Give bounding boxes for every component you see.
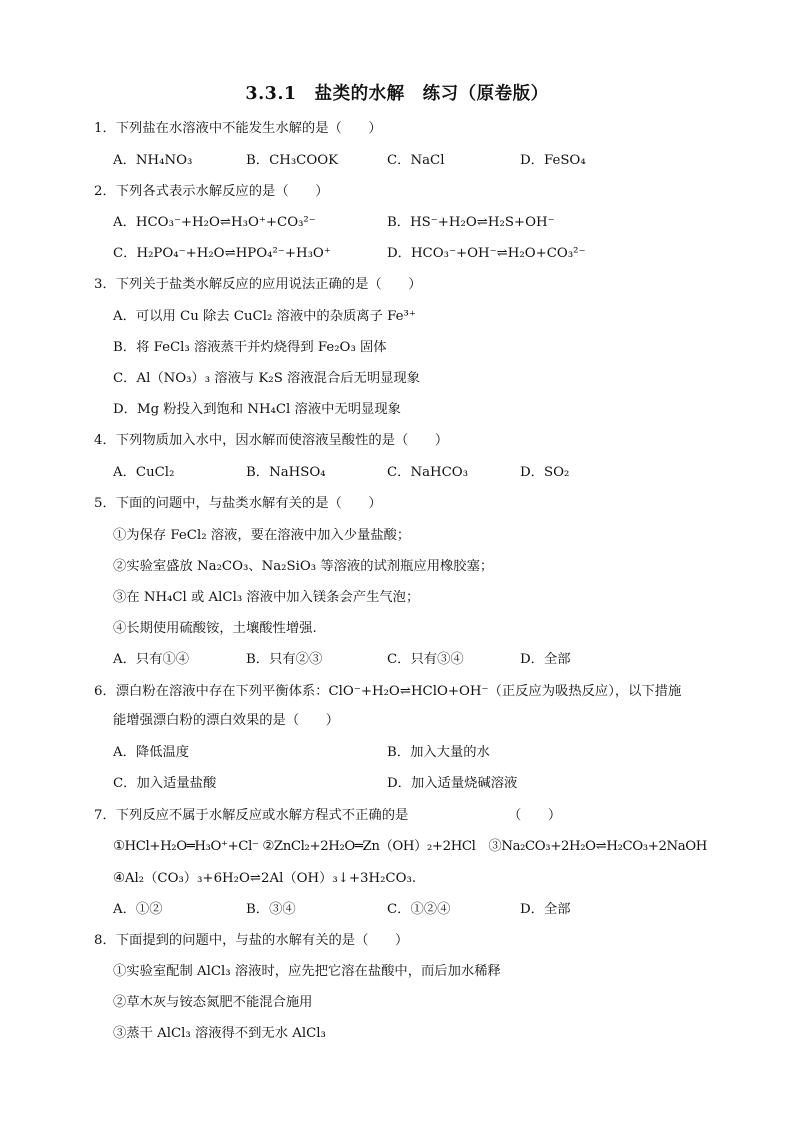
question-2-option-c: C．H₂PO₄⁻+H₂O⇌HPO₄²⁻+H₃O⁺ [113,246,331,261]
question-5-option-b: B．只有②③ [246,652,323,667]
question-1-stem: 1．下列盐在水溶液中不能发生水解的是（ ） [94,121,382,136]
question-3-option-a: A．可以用 Cu 除去 CuCl₂ 溶液中的杂质离子 Fe³⁺ [113,309,416,324]
question-3-option-d: D．Mg 粉投入到饱和 NH₄Cl 溶液中无明显现象 [113,402,401,417]
question-6-option-a: A．降低温度 [113,745,190,760]
question-4-option-c: C．NaHCO₃ [387,465,469,480]
question-3-option-c: C．Al（NO₃）₃ 溶液与 K₂S 溶液混合后无明显现象 [113,371,421,386]
question-7-option-b: B．③④ [246,902,296,917]
question-6-option-c: C．加入适量盐酸 [113,776,217,791]
question-6-stem: 6．漂白粉在溶液中存在下列平衡体系：ClO⁻+H₂O⇌HClO+OH⁻（正反应为吸热反应），以下措施 [94,684,682,699]
question-8-item-3: ③蒸干 AlCl₃ 溶液得不到无水 AlCl₃ [113,1026,326,1041]
page-title: 3.3.1 盐类的水解 练习（原卷版） [245,84,549,104]
question-8-item-1: ①实验室配制 AlCl₃ 溶液时，应先把它溶在盐酸中，而后加水稀释 [113,964,501,979]
question-7-item-line-2: ④Al₂（CO₃）₃+6H₂O⇌2Al（OH）₃↓+3H₂CO₃. [113,871,417,886]
question-2-option-d: D．HCO₃⁻+OH⁻⇌H₂O+CO₃²⁻ [387,246,586,261]
question-5-option-d: D．全部 [520,652,571,667]
question-2-option-a: A．HCO₃⁻+H₂O⇌H₃O⁺+CO₃²⁻ [113,215,316,230]
question-5-option-c: C．只有③④ [387,652,464,667]
question-8-stem: 8．下面提到的问题中，与盐的水解有关的是（ ） [94,933,409,948]
question-5-stem: 5．下面的问题中，与盐类水解有关的是（ ） [94,496,382,511]
question-5-item-3: ③在 NH₄Cl 或 AlCl₃ 溶液中加入镁条会产生气泡； [113,590,420,605]
question-8-item-2: ②草木灰与铵态氮肥不能混合施用 [113,995,313,1010]
question-7-item-line-1: ①HCl+H₂O═H₃O⁺+Cl⁻ ②ZnCl₂+2H₂O═Zn（OH）₂+2HCl ③Na₂CO₃+2H₂O⇌H₂CO₃+2NaOH [113,839,707,854]
question-3-option-b: B．将 FeCl₃ 溶液蒸干并灼烧得到 Fe₂O₃ 固体 [113,340,387,355]
question-7-option-d: D．全部 [520,902,571,917]
question-5-option-a: A．只有①④ [113,652,190,667]
question-7-option-c: C．①②④ [387,902,451,917]
question-3-stem: 3．下列关于盐类水解反应的应用说法正确的是（ ） [94,277,422,292]
question-4-stem: 4．下列物质加入水中，因水解而使溶液呈酸性的是（ ） [94,433,449,448]
question-1-option-d: D．FeSO₄ [520,153,586,168]
question-2-option-b: B．HS⁻+H₂O⇌H₂S+OH⁻ [387,215,555,230]
question-5-item-1: ①为保存 FeCl₂ 溶液，要在溶液中加入少量盐酸； [113,528,411,543]
question-4-option-d: D．SO₂ [520,465,570,480]
question-7-stem: 7．下列反应不属于水解反应或水解方程式不正确的是 （ ） [94,808,562,823]
question-6-option-d: D．加入适量烧碱溶液 [387,776,518,791]
question-4-option-b: B．NaHSO₄ [246,465,326,480]
question-5-item-2: ②实验室盛放 Na₂CO₃、Na₂SiO₃ 等溶液的试剂瓶应用橡胶塞； [113,559,494,574]
question-1-option-b: B．CH₃COOK [246,153,339,168]
question-5-item-4: ④长期使用硫酸铵，土壤酸性增强. [113,621,317,636]
question-6-option-b: B．加入大量的水 [387,745,490,760]
question-2-stem: 2．下列各式表示水解反应的是（ ） [94,184,329,199]
question-4-option-a: A．CuCl₂ [113,465,175,480]
question-1-option-c: C．NaCl [387,153,445,168]
question-7-option-a: A．①② [113,902,163,917]
question-6-stem-continued: 能增强漂白粉的漂白效果的是（ ） [113,713,340,728]
question-1-option-a: A．NH₄NO₃ [113,153,193,168]
